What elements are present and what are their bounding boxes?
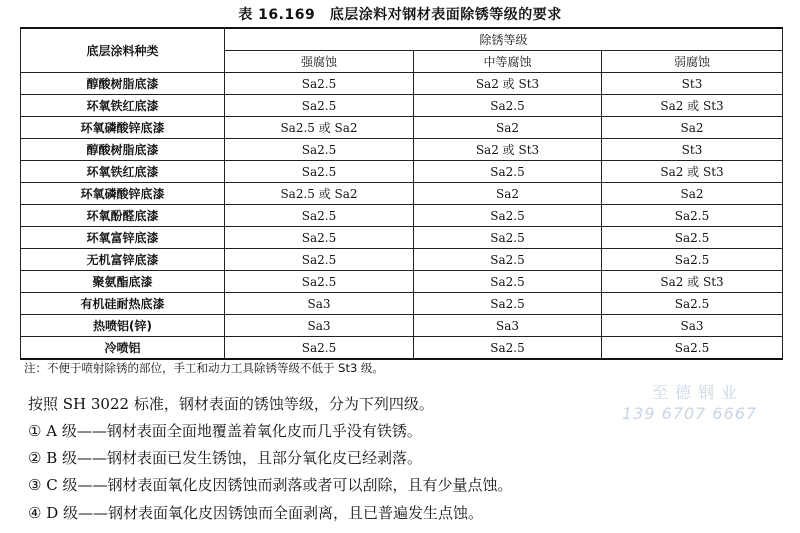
grade-cell: Sa2.5: [602, 227, 783, 249]
subheader-strong: 强腐蚀: [225, 51, 414, 73]
table-row: [21, 73, 783, 95]
grade-cell: Sa2.5: [225, 249, 414, 271]
table-row: [21, 95, 783, 117]
table-title: 表 16.169 底层涂料对钢材表面除锈等级的要求: [238, 7, 562, 23]
subheader-medium: 中等腐蚀: [414, 51, 602, 73]
watermark-phone: 139 6707 6667: [622, 404, 758, 423]
grade-cell: Sa2: [414, 117, 602, 139]
grade-cell: Sa2: [602, 183, 783, 205]
grade-cell: Sa2.5: [414, 161, 602, 183]
grade-cell: Sa2 或 St3: [602, 95, 783, 117]
rust-removal-table: [20, 27, 783, 360]
table-row: [21, 293, 783, 315]
grade-cell: St3: [602, 73, 783, 95]
coating-type-cell: 醇酸树脂底漆: [21, 73, 225, 95]
coating-type-cell: 环氧磷酸锌底漆: [21, 117, 225, 139]
grade-cell: Sa3: [225, 293, 414, 315]
grade-cell: Sa3: [414, 315, 602, 337]
grade-cell: Sa2.5: [225, 205, 414, 227]
coating-type-cell: 环氧富锌底漆: [21, 227, 225, 249]
table-row: [21, 271, 783, 293]
grade-cell: Sa2.5: [225, 95, 414, 117]
grade-cell: Sa2.5: [225, 337, 414, 360]
grade-cell: Sa2 或 St3: [414, 139, 602, 161]
paragraph-grade-c: ③ C 级——钢材表面氧化皮因锈蚀而剥落或者可以刮除，且有少量点蚀。: [28, 476, 513, 494]
grade-cell: Sa2.5: [602, 205, 783, 227]
table-row: [21, 315, 783, 337]
paragraph-grade-d: ④ D 级——钢材表面氧化皮因锈蚀而全面剥离，且已普遍发生点蚀。: [28, 504, 484, 522]
grade-cell: Sa3: [225, 315, 414, 337]
grade-cell: Sa2.5: [414, 205, 602, 227]
paragraph-grade-b: ② B 级——钢材表面已发生锈蚀，且部分氧化皮已经剥落。: [28, 449, 423, 467]
grade-cell: Sa2 或 St3: [602, 161, 783, 183]
grade-cell: Sa2 或 St3: [602, 271, 783, 293]
grade-cell: Sa2.5: [414, 293, 602, 315]
grade-cell: Sa2.5: [225, 161, 414, 183]
coating-type-cell: 环氧酚醛底漆: [21, 205, 225, 227]
grade-cell: Sa2.5: [414, 337, 602, 360]
subheader-weak: 弱腐蚀: [602, 51, 783, 73]
coating-type-cell: 无机富锌底漆: [21, 249, 225, 271]
table-note: 注：不便于喷射除锈的部位，手工和动力工具除锈等级不低于 St3 级。: [24, 361, 384, 375]
coating-type-cell: 环氧磷酸锌底漆: [21, 183, 225, 205]
table-row: [21, 227, 783, 249]
coating-type-cell: 醇酸树脂底漆: [21, 139, 225, 161]
grade-cell: Sa2.5: [225, 73, 414, 95]
grade-cell: Sa2.5: [225, 139, 414, 161]
watermark-company: 至德钢业: [652, 383, 745, 402]
table-row: [21, 205, 783, 227]
table-row: [21, 139, 783, 161]
grade-cell: St3: [602, 139, 783, 161]
grade-cell: Sa2 或 St3: [414, 73, 602, 95]
type-header: 底层涂料种类: [21, 28, 225, 73]
grade-cell: Sa3: [602, 315, 783, 337]
coating-type-cell: 热喷铝(锌): [21, 315, 225, 337]
grade-cell: Sa2.5: [225, 227, 414, 249]
coating-type-cell: 冷喷铝: [21, 337, 225, 360]
grade-cell: Sa2.5: [225, 271, 414, 293]
coating-type-cell: 环氧铁红底漆: [21, 95, 225, 117]
table-row: [21, 337, 783, 360]
grade-cell: Sa2.5: [602, 337, 783, 360]
grade-cell: Sa2: [414, 183, 602, 205]
grade-cell: Sa2.5 或 Sa2: [225, 183, 414, 205]
grade-cell: Sa2.5: [602, 293, 783, 315]
table-row: [21, 161, 783, 183]
grade-cell: Sa2.5: [414, 95, 602, 117]
table-row: [21, 249, 783, 271]
group-header: 除锈等级: [225, 28, 783, 51]
grade-cell: Sa2.5 或 Sa2: [225, 117, 414, 139]
paragraph-grade-a: ① A 级——钢材表面全面地覆盖着氧化皮而几乎没有铁锈。: [28, 422, 422, 440]
coating-type-cell: 有机硅耐热底漆: [21, 293, 225, 315]
grade-cell: Sa2.5: [602, 249, 783, 271]
grade-cell: Sa2.5: [414, 271, 602, 293]
grade-cell: Sa2.5: [414, 227, 602, 249]
table-header-row-1: [21, 28, 783, 51]
paragraph-intro: 按照 SH 3022 标准，钢材表面的锈蚀等级，分为下列四级。: [28, 395, 434, 413]
grade-cell: Sa2.5: [414, 249, 602, 271]
coating-type-cell: 环氧铁红底漆: [21, 161, 225, 183]
table-row: [21, 117, 783, 139]
table-row: [21, 183, 783, 205]
coating-type-cell: 聚氨酯底漆: [21, 271, 225, 293]
grade-cell: Sa2: [602, 117, 783, 139]
